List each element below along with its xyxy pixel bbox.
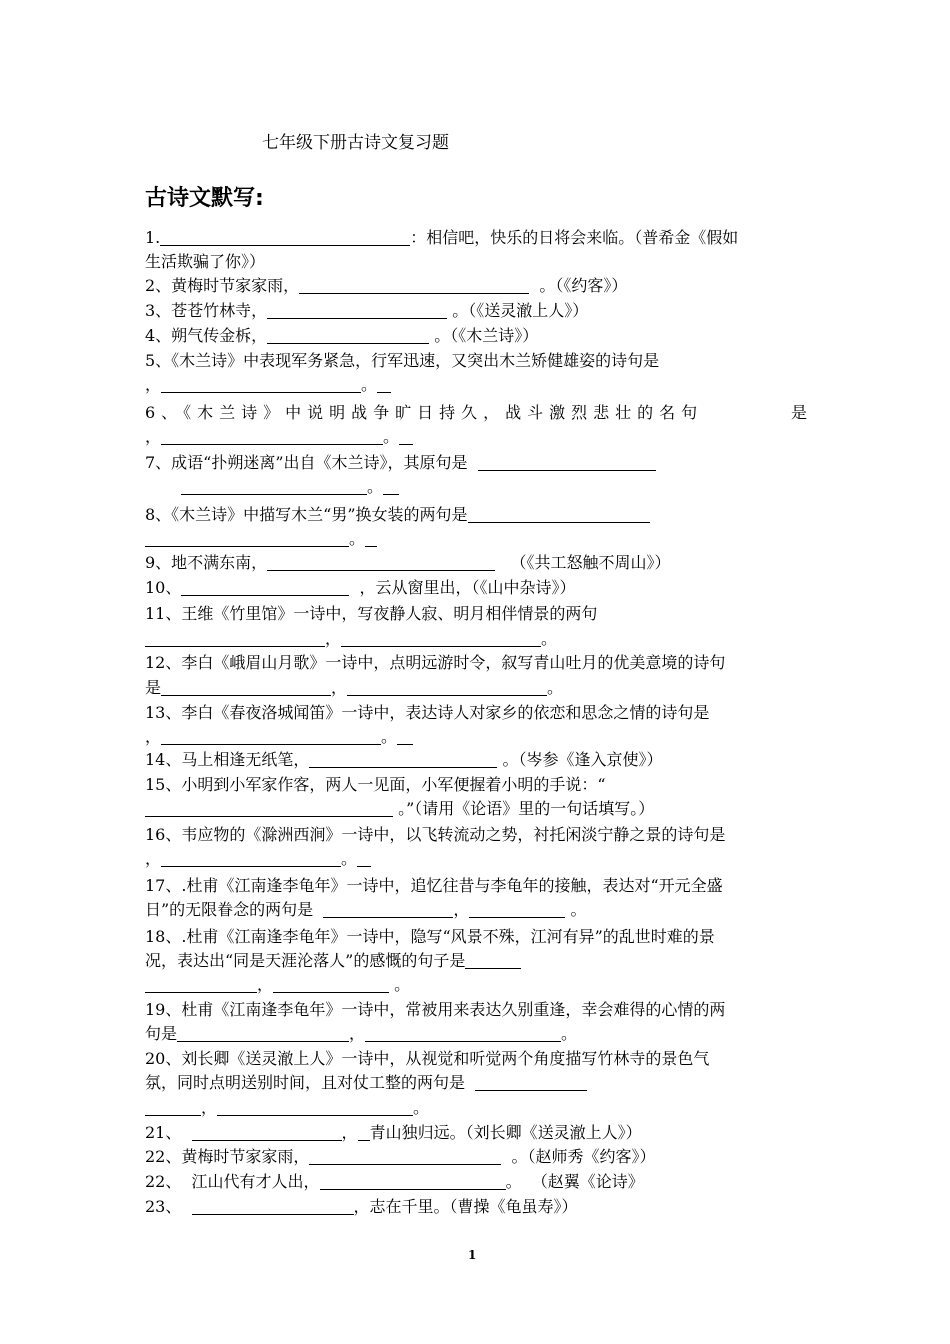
answer-blank[interactable] [177, 1025, 349, 1042]
answer-blank[interactable] [145, 530, 349, 547]
question-16: 16、韦应物的《滁洲西涧》一诗中，以飞转流动之势，衬托闲淡宁静之景的诗句是 [145, 825, 726, 844]
answer-blank[interactable] [145, 976, 257, 993]
question-20-cont2: ， 。 [145, 1096, 809, 1120]
answer-blank[interactable] [267, 554, 495, 571]
question-18-cont2: ， 。 [145, 973, 809, 997]
question-20-cont: 氛，同时点明送别时间，且对仗工整的两句是 [145, 1071, 809, 1095]
page-number: 1 [468, 1248, 477, 1262]
answer-blank[interactable] [320, 1173, 506, 1190]
question-6: 6、《木兰诗》中说明战争旷日持久，战斗激烈悲壮的名句 是 [145, 403, 807, 422]
answer-blank[interactable] [161, 850, 341, 867]
question-16-cont: ， 。 [145, 847, 809, 871]
answer-blank[interactable] [341, 630, 541, 647]
answer-blank[interactable] [161, 428, 383, 445]
question-13: 13、李白《春夜洛城闻笛》一诗中，表达诗人对家乡的依恋和思念之情的诗句是 [145, 703, 710, 722]
question-20: 20、刘长卿《送灵澈上人》一诗中，从视觉和听觉两个角度描写竹林寺的景色气 [145, 1049, 710, 1068]
page-title: 七年级下册古诗文复习题 [262, 133, 449, 153]
answer-blank[interactable] [383, 478, 399, 495]
question-22-second: 22、 江山代有才人出， 。 （赵翼《论诗》 [145, 1172, 644, 1191]
section-heading: 古诗文默写: [145, 186, 264, 211]
question-1-cont: 生活欺骗了你》） [145, 252, 266, 271]
question-23: 23、 ，志在千里。（曹操《龟虽寿》） [145, 1197, 578, 1216]
question-12-cont: 是 ， 。 [145, 678, 564, 697]
question-12: 12、李白《峨眉山月歌》一诗中，点明远游时令，叙写青山吐月的优美意境的诗句 [145, 653, 726, 672]
answer-blank[interactable] [365, 1025, 561, 1042]
answer-blank[interactable] [145, 800, 393, 817]
question-7: 7、成语“扑朔迷离”出自《木兰诗》，其原句是 [145, 451, 809, 475]
question-15: 15、小明到小军家作客，两人一见面，小军便握着小明的手说：“ [145, 775, 606, 794]
answer-blank[interactable] [478, 454, 656, 471]
answer-blank[interactable] [299, 277, 529, 294]
answer-blank[interactable] [309, 1148, 501, 1165]
question-18-cont: 况，表达出“同是天涯沦落人”的感慨的句子是 [145, 949, 809, 973]
question-19: 19、杜甫《江南逢李龟年》一诗中，常被用来表达久别重逢，幸会难得的心情的两 [145, 1000, 726, 1019]
question-21: 21、 ， 青山独归远。（刘长卿《送灵澈上人》） [145, 1123, 642, 1142]
question-17: 17、.杜甫《江南逢李龟年》一诗中，追忆往昔与李龟年的接触，表达对“开元全盛 [145, 876, 723, 895]
answer-blank[interactable] [323, 901, 453, 918]
question-5: 5、《木兰诗》中表现军务紧急，行军迅速，又突出木兰矫健雄姿的诗句是 [145, 351, 660, 370]
answer-blank[interactable] [399, 428, 413, 445]
question-19-cont: 句是 ， 。 [145, 1024, 578, 1043]
answer-blank[interactable] [347, 679, 547, 696]
question-14: 14、马上相逢无纸笔， 。（岑参《逢入京使》） [145, 750, 663, 769]
answer-blank[interactable] [145, 630, 325, 647]
question-8: 8、《木兰诗》中描写木兰“男”换女装的两句是 [145, 503, 809, 527]
question-7-cont: 。 [145, 475, 809, 499]
question-1: 1. ：相信吧，快乐的日将会来临。（普希金《假如 [145, 228, 739, 247]
question-22: 22、黄梅时节家家雨， 。（赵师秀《约客》） [145, 1147, 656, 1166]
answer-blank[interactable] [475, 1074, 587, 1091]
question-18: 18、.杜甫《江南逢李龟年》一诗中，隐写“风景不殊，江河有异”的乱世时难的景 [145, 927, 715, 946]
answer-blank[interactable] [377, 376, 391, 393]
question-17-cont: 日”的无限眷念的两句是 ， 。 [145, 900, 587, 919]
question-10: 10、 ，云从窗里出，（《山中杂诗》） [145, 578, 576, 597]
answer-blank[interactable] [192, 1124, 342, 1141]
answer-blank[interactable] [267, 327, 429, 344]
answer-blank[interactable] [309, 751, 497, 768]
question-8-cont: 。 [145, 527, 809, 551]
question-3: 3、苍苍竹林寺， 。（《送灵澈上人》） [145, 301, 589, 320]
question-11: 11、王维《竹里馆》一诗中，写夜静人寂、明月相伴情景的两句 [145, 604, 598, 623]
answer-blank[interactable] [161, 679, 331, 696]
question-15-cont: 。”（请用《论语》里的一句话填写。） [145, 797, 809, 821]
question-13-cont: ， 。 [145, 725, 809, 749]
question-5-cont: ， 。 [145, 373, 809, 397]
question-11-cont: ， 。 [145, 627, 809, 651]
answer-blank[interactable] [357, 850, 371, 867]
answer-blank[interactable] [468, 506, 650, 523]
answer-blank[interactable] [465, 952, 521, 969]
answer-blank[interactable] [358, 1124, 370, 1141]
answer-blank[interactable] [160, 229, 410, 246]
answer-blank[interactable] [181, 579, 349, 596]
question-6-cont: ， 。 [145, 425, 809, 449]
answer-blank[interactable] [273, 976, 389, 993]
question-2: 2、黄梅时节家家雨， 。（《约客》） [145, 276, 628, 295]
answer-blank[interactable] [181, 478, 367, 495]
question-9: 9、地不满东南， （《共工怒触不周山》） [145, 553, 671, 572]
answer-blank[interactable] [217, 1099, 413, 1116]
answer-blank[interactable] [161, 728, 381, 745]
question-4: 4、朔气传金柝， 。（《木兰诗》） [145, 326, 539, 345]
answer-blank[interactable] [161, 376, 361, 393]
answer-blank[interactable] [192, 1198, 354, 1215]
answer-blank[interactable] [469, 901, 565, 918]
answer-blank[interactable] [145, 1099, 201, 1116]
answer-blank[interactable] [365, 530, 377, 547]
answer-blank[interactable] [267, 302, 447, 319]
answer-blank[interactable] [397, 728, 413, 745]
